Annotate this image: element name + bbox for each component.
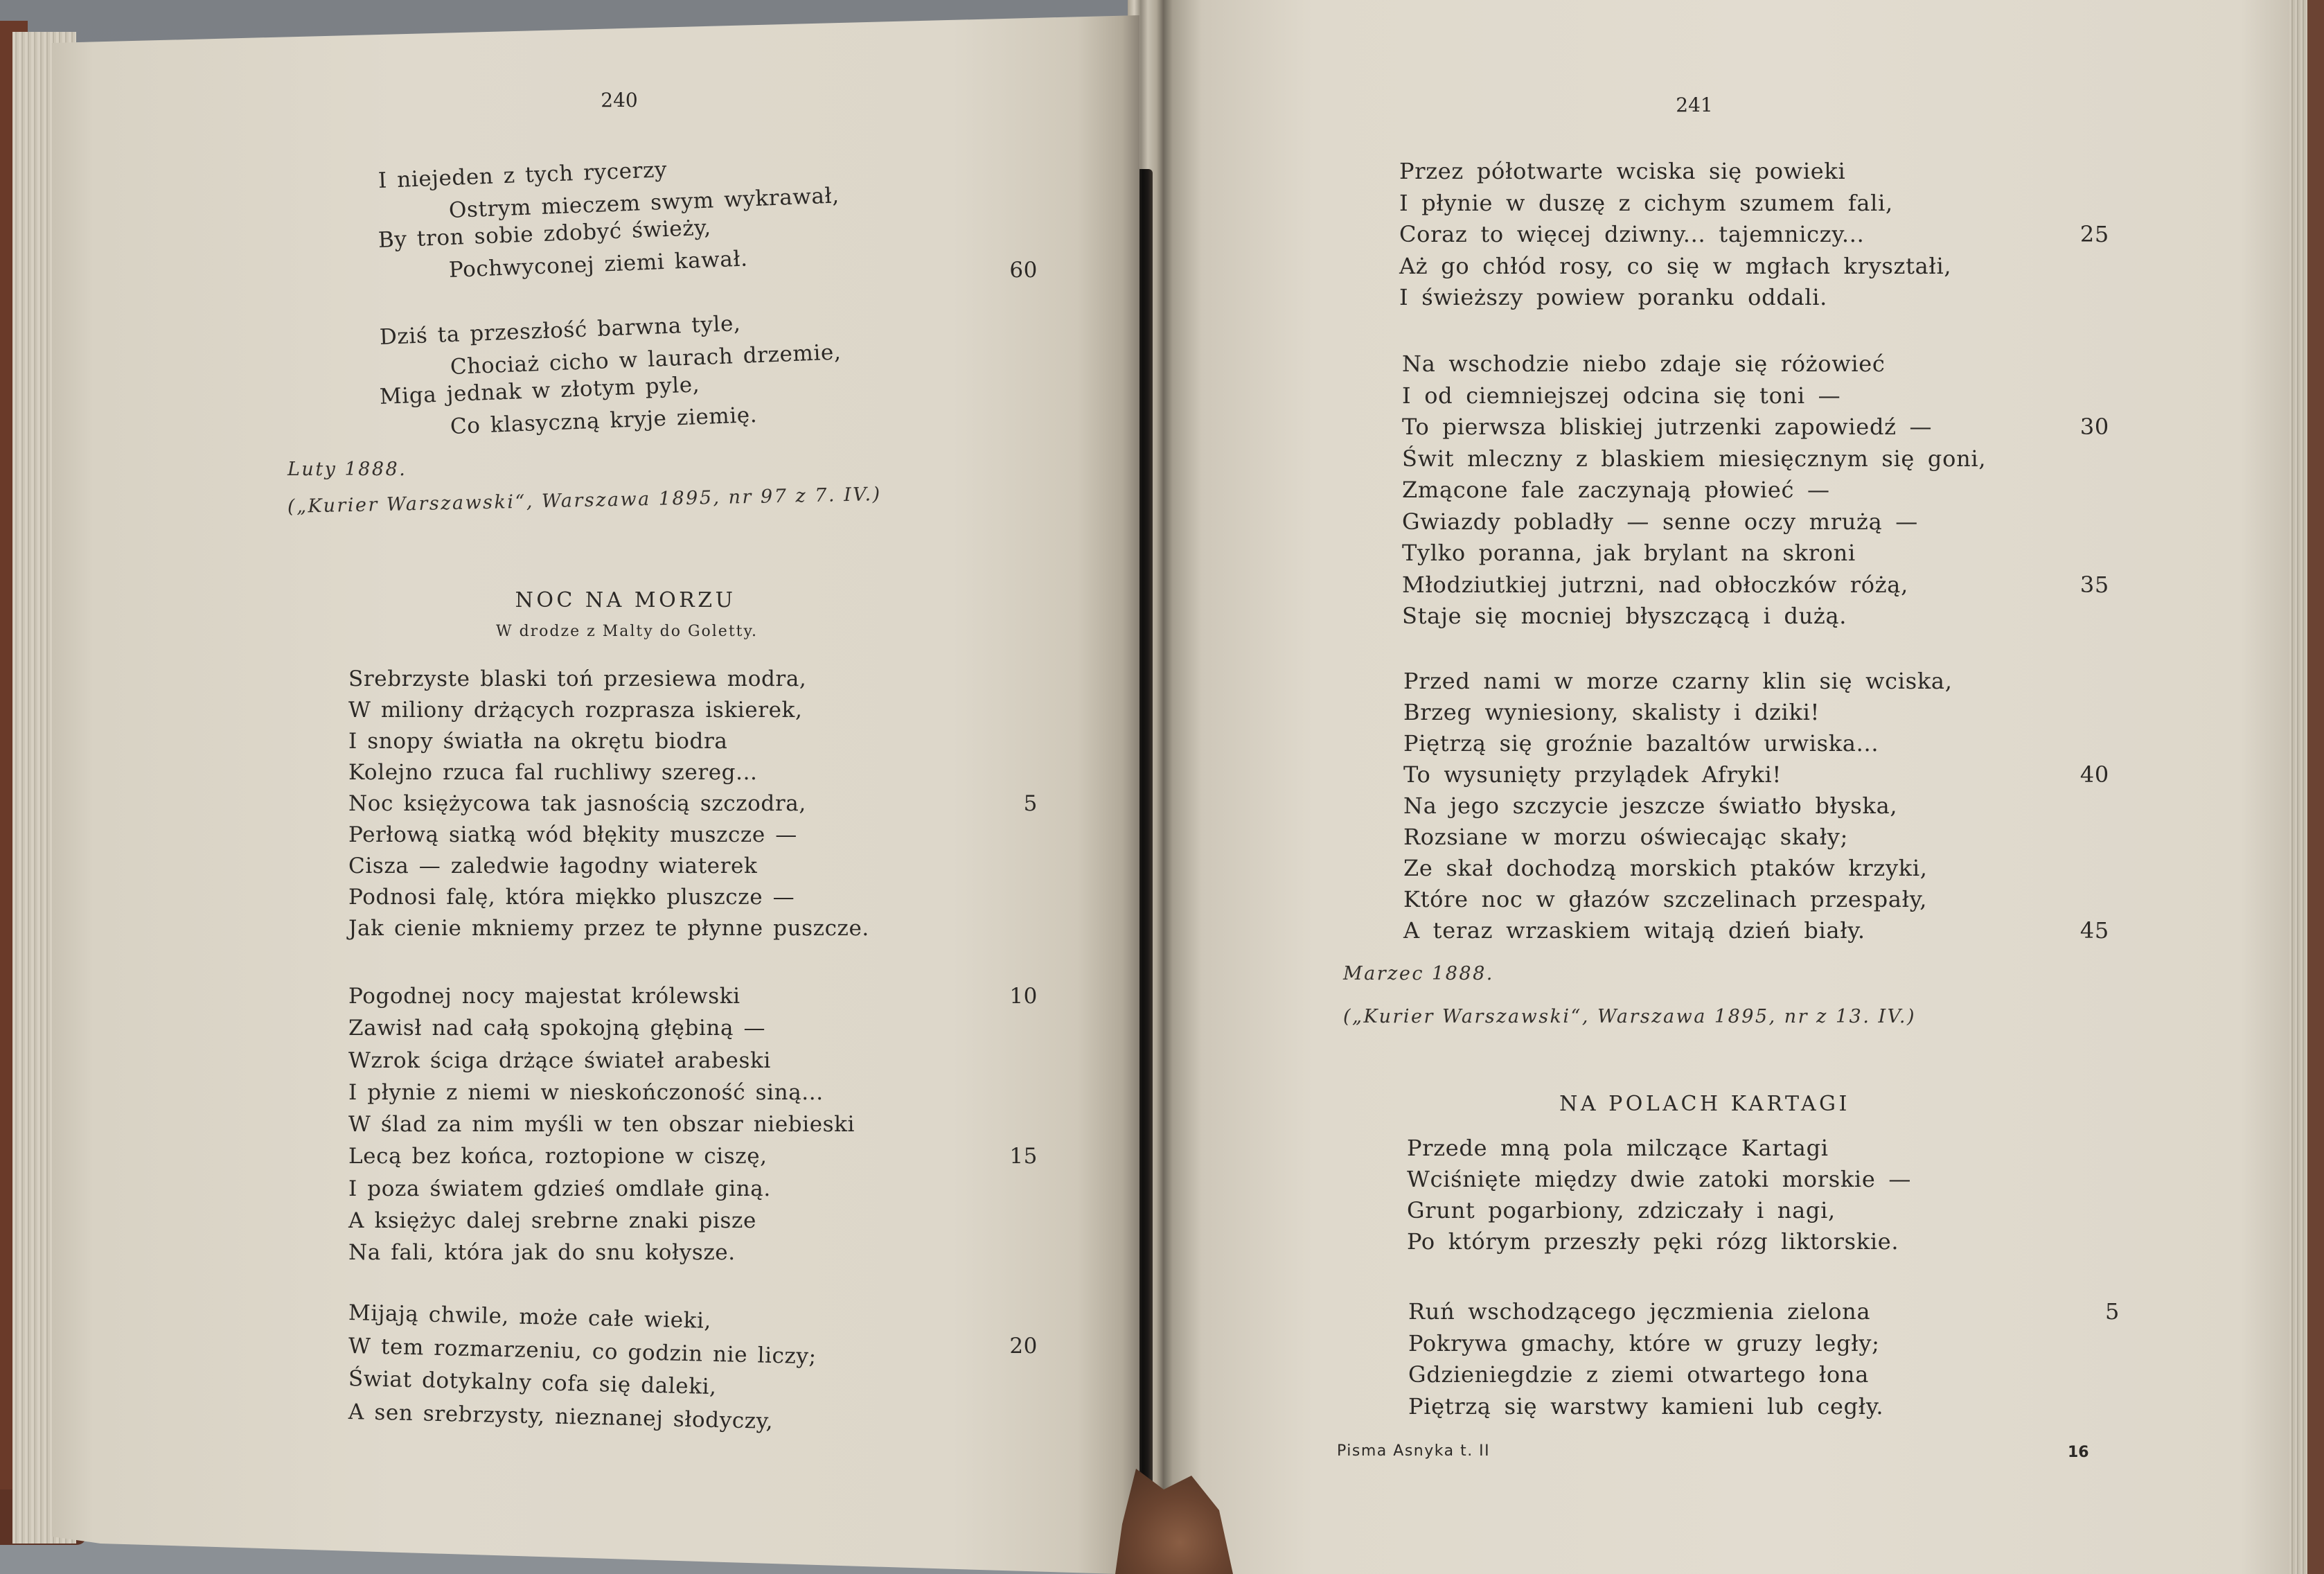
verse-text: Gwiazdy pobladły — senne oczy mrużą — <box>1402 508 1918 535</box>
sheet-number: 16 <box>2068 1444 2089 1461</box>
verse-text: Pokrywa gmachy, które w gruzy legły; <box>1408 1329 1880 1356</box>
page-stack-right <box>2289 0 2307 1574</box>
verse-line <box>380 402 842 442</box>
verse-line <box>348 1363 817 1400</box>
verse-line <box>1408 1328 1883 1360</box>
publication-source: („Kurier Warszawski“, Warszawa 1895, nr 97 z 7. IV.) <box>287 484 882 518</box>
verse-line <box>348 980 1038 1012</box>
verse-text: Zawisł nad całą spokojną głębiną — <box>348 1016 766 1041</box>
book-signature: Pisma Asnyka t. II <box>1337 1442 1491 1460</box>
verse-text: Mijają chwile, może całe wieki, <box>348 1300 712 1334</box>
stanza <box>1402 348 2109 633</box>
verse-text: Na fali, która jak do snu kołysze. <box>348 1240 736 1266</box>
stanza <box>348 1297 1038 1434</box>
verse-text: Tylko poranna, jak brylant na skroni <box>1402 540 1856 566</box>
verse-text: Noc księżycowa tak jasnością szczodra, <box>348 791 806 816</box>
verse-text: W tem rozmarzeniu, co godzin nie liczy; <box>348 1333 817 1370</box>
verse-line <box>1402 538 1986 569</box>
verse-line <box>1408 1359 1883 1391</box>
verse-text: I niejeden z tych rycerzy <box>378 157 668 193</box>
verse-text: To pierwsza bliskiej jutrzenki zapowiedź — <box>1402 414 1933 440</box>
poem-date: Luty 1888. <box>287 459 407 480</box>
verse-text: W ślad za nim myśli w ten obszar niebieski <box>348 1112 855 1138</box>
verse-text: Po którym przeszły pęki rózg liktorskie. <box>1407 1228 1899 1255</box>
line-number: 5 <box>2104 1298 2120 1325</box>
verse-line <box>1399 188 1951 220</box>
stanza <box>378 157 1038 285</box>
verse-line <box>348 695 869 726</box>
verse-text: I od ciemniejszej odcina się toni — <box>1402 382 1841 409</box>
poem-title: NA POLACH KARTAGI <box>1559 1092 1850 1116</box>
verse-line <box>348 851 869 882</box>
verse-line <box>1403 915 2109 946</box>
line-number: 30 <box>2079 414 2109 440</box>
verse-line <box>348 1173 855 1205</box>
verse-text: I płynie w duszę z cichym szumem fali, <box>1399 189 1893 216</box>
verse-text: Świt mleczny z blaskiem miesięcznym się goni, <box>1402 445 1987 472</box>
verse-line <box>1407 1195 1911 1226</box>
stanza <box>379 310 842 442</box>
verse-text: Zmącone fale zaczynają płowieć — <box>1402 477 1830 503</box>
stanza <box>1403 666 2109 946</box>
verse-text: Co klasyczną kryje ziemię. <box>450 402 758 439</box>
verse-line <box>348 1140 1038 1172</box>
verse-text: Rozsiane w morzu oświecając skały; <box>1403 824 1849 850</box>
verse-text: Na wschodzie niebo zdaje się różowieć <box>1402 351 1886 377</box>
verse-line <box>1403 728 1953 759</box>
verse-line <box>348 1297 817 1334</box>
verse-line <box>1402 380 1986 412</box>
line-number: 40 <box>2079 761 2109 788</box>
verse-text: Młodziutkiej jutrzni, nad obłoczków różą, <box>1402 571 1908 598</box>
verse-text: I świeższy powiew poranku oddali. <box>1399 284 1828 310</box>
verse-text: A księżyc dalej srebrne znaki pisze <box>348 1208 756 1234</box>
line-number: 35 <box>2079 571 2109 598</box>
page-number: 241 <box>1676 94 1713 116</box>
verse-line <box>1403 853 1953 884</box>
verse-text: Lecą bez końca, roztopione w ciszę, <box>348 1144 768 1169</box>
line-number: 20 <box>1009 1333 1038 1359</box>
verse-line <box>348 788 1038 820</box>
verse-line <box>348 1012 855 1044</box>
verse-text: Przede mną pola milczące Kartagi <box>1407 1135 1829 1161</box>
verse-line <box>1399 156 1951 188</box>
verse-text: Przez półotwarte wciska się powieki <box>1399 158 1846 184</box>
poem-title: NOC NA MORZU <box>515 588 736 612</box>
verse-text: Aż go chłód rosy, co się w mgłach kryształi, <box>1399 252 1952 279</box>
verse-line <box>1408 1391 1883 1423</box>
verse-line <box>378 246 1038 285</box>
verse-line <box>1402 475 1986 506</box>
verse-text: I poza światem gdzieś omdlałe giną. <box>348 1176 771 1201</box>
verse-text: Pochwyconej ziemi kawał. <box>448 246 749 283</box>
verse-line <box>1399 251 1951 283</box>
verse-line <box>348 820 869 851</box>
verse-text: Kolejno rzuca fal ruchliwy szereg... <box>348 760 758 785</box>
page-number: 240 <box>601 89 638 112</box>
line-number: 10 <box>1009 984 1038 1009</box>
publication-source: („Kurier Warszawski“, Warszawa 1895, nr z 13. IV.) <box>1343 1006 1917 1027</box>
stanza <box>1408 1296 2120 1423</box>
verse-text: Dziś ta przeszłość barwna tyle, <box>379 310 742 350</box>
verse-text: I płynie z niemi w nieskończoność siną... <box>348 1079 824 1105</box>
verse-text: Które noc w głazów szczelinach przespały, <box>1403 886 1928 912</box>
verse-text: Piętrzą się groźnie bazaltów urwiska... <box>1403 730 1879 757</box>
verse-line <box>1399 282 1951 314</box>
verse-line <box>1402 569 2109 601</box>
line-number: 60 <box>1009 258 1038 283</box>
verse-line <box>1407 1133 1911 1164</box>
verse-line <box>1403 822 1953 853</box>
verse-line <box>348 1396 817 1434</box>
verse-text: Coraz to więcej dziwny... tajemniczy... <box>1399 221 1865 247</box>
verse-text: Gdzieniegdzie z ziemi otwartego łona <box>1408 1361 1869 1388</box>
verse-line <box>348 1330 1038 1370</box>
verse-line <box>1402 412 2109 443</box>
verse-text: A teraz wrzaskiem witają dzień biały. <box>1403 917 1865 944</box>
verse-line <box>348 664 869 695</box>
verse-text: W miliony drżących rozprasza iskierek, <box>348 698 803 723</box>
verse-text: Wciśnięte między dwie zatoki morskie — <box>1407 1166 1912 1192</box>
verse-text: Piętrzą się warstwy kamieni lub cegły. <box>1408 1393 1884 1420</box>
verse-text: Srebrzyste blaski toń przesiewa modra, <box>348 666 807 691</box>
verse-line <box>1403 790 1953 822</box>
verse-line <box>1399 219 2109 251</box>
stanza <box>348 980 1038 1269</box>
verse-line <box>1403 884 1953 915</box>
verse-line <box>1403 759 2109 790</box>
verse-text: A sen srebrzysty, nieznanej słodyczy, <box>348 1399 774 1434</box>
verse-text: Ostrym mieczem swym wykrawał, <box>448 183 840 223</box>
verse-text: Miga jednak w złotym pyle, <box>379 372 700 409</box>
verse-line <box>1403 666 1953 697</box>
verse-line <box>348 726 869 757</box>
line-number: 45 <box>2079 917 2109 944</box>
verse-line <box>348 1237 855 1268</box>
book-cover-right <box>2307 0 2324 1574</box>
verse-text: Jak cienie mkniemy przez te płynne puszcze. <box>348 916 869 941</box>
verse-line <box>348 1108 855 1140</box>
line-number: 15 <box>1009 1144 1038 1169</box>
verse-text: Pogodnej nocy majestat królewski <box>348 984 740 1009</box>
verse-text: Brzeg wyniesiony, skalisty i dziki! <box>1403 699 1820 725</box>
stanza <box>348 664 1038 944</box>
verse-text: Perłową siatką wód błękity muszcze — <box>348 822 797 847</box>
verse-line <box>348 1045 855 1077</box>
verse-text: Staje się mocniej błyszczącą i dużą. <box>1402 603 1847 629</box>
verse-line <box>1407 1164 1911 1195</box>
verse-text: Ze skał dochodzą morskich ptaków krzyki, <box>1403 855 1928 881</box>
verse-line <box>1408 1296 2120 1328</box>
verse-text: Wzrok ściga drżące świateł arabeski <box>348 1047 771 1073</box>
verse-text: Grunt pogarbiony, zdziczały i nagi, <box>1407 1197 1836 1223</box>
verse-text: Chociaż cicho w laurach drzemie, <box>450 339 842 380</box>
verse-line <box>1403 697 1953 728</box>
verse-line <box>348 882 869 913</box>
verse-text: Na jego szczycie jeszcze światło błyska, <box>1403 793 1898 819</box>
verse-text: Podnosi falę, która miękko pluszcze — <box>348 885 795 910</box>
verse-line <box>348 913 869 944</box>
verse-text: Cisza — zaledwie łagodny wiaterek <box>348 854 758 878</box>
verse-text: Świat dotykalny cofa się daleki, <box>348 1366 717 1400</box>
verse-text: To wysunięty przylądek Afryki! <box>1403 761 1782 788</box>
verse-line <box>348 757 869 788</box>
poem-subtitle: W drodze z Malty do Goletty. <box>495 623 759 640</box>
verse-line <box>1402 506 1986 538</box>
verse-line <box>348 1077 855 1108</box>
stanza <box>1407 1133 1911 1257</box>
verse-line <box>1402 443 1986 475</box>
stanza <box>1399 156 2109 314</box>
verse-text: I snopy światła na okrętu biodra <box>348 729 728 754</box>
verse-line <box>1407 1226 1911 1257</box>
verse-text: Przed nami w morze czarny klin się wciska, <box>1403 668 1953 694</box>
line-number: 5 <box>1023 791 1038 816</box>
line-number: 25 <box>2079 221 2109 247</box>
verse-line <box>348 1205 855 1237</box>
verse-text: By tron sobie zdobyć świeży, <box>378 215 712 253</box>
verse-text: Ruń wschodzącego jęczmienia zielona <box>1408 1298 1871 1325</box>
verse-line <box>1402 348 1986 380</box>
poem-date: Marzec 1888. <box>1343 963 1494 984</box>
verse-line <box>1402 601 1986 633</box>
